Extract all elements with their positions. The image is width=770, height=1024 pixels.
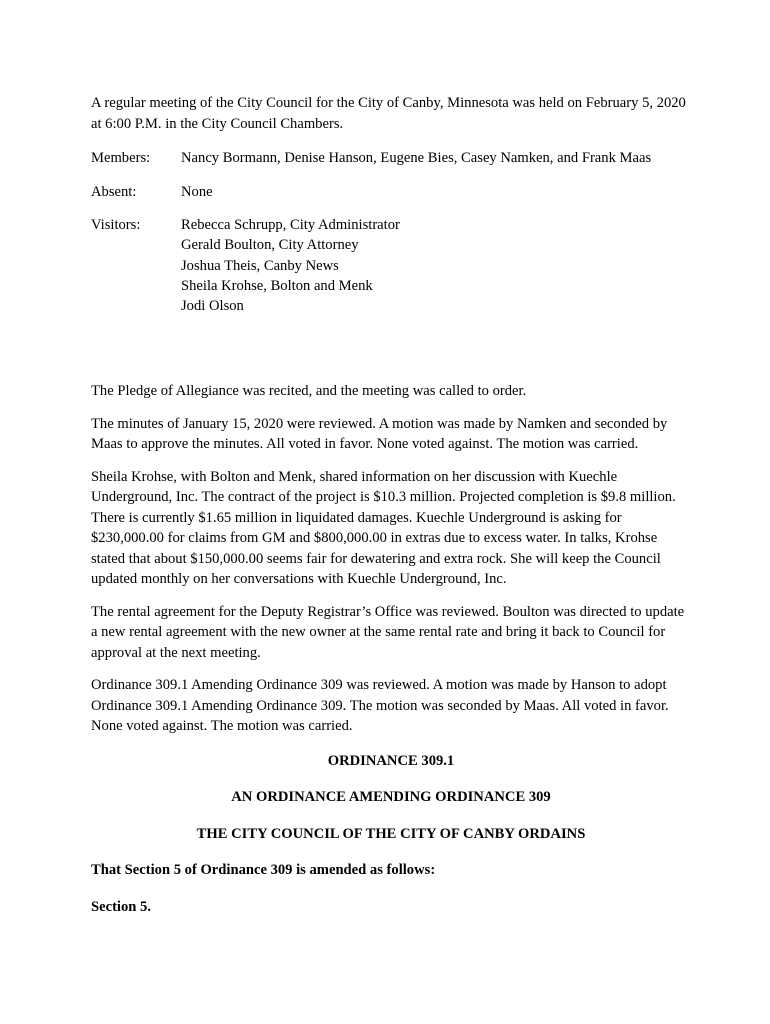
intro-paragraph: A regular meeting of the City Council for the City of Canby, Minnesota was held on February 5, 2020 at 6:00 P.M. in the City Council Chambers. xyxy=(91,95,686,132)
visitor-item: Rebecca Schrupp, City Administrator xyxy=(181,217,400,233)
ordinance-paragraph: Ordinance 309.1 Amending Ordinance 309 was reviewed. A motion was made by Hanson to adopt Ordinance 309.1 Amending Ordinance 309. The motion was seconded by Maas. All voted in favor. None voted against. The motion was carried. xyxy=(91,677,669,735)
minutes-content xyxy=(91,93,691,933)
visitors-row xyxy=(91,215,691,316)
pledge-paragraph: The Pledge of Allegiance was recited, and the meeting was called to order. xyxy=(91,383,527,400)
ordinance-ordains: THE CITY COUNCIL OF THE CITY OF CANBY ORDAINS xyxy=(196,825,586,842)
absent-value: None xyxy=(181,183,213,200)
visitor-item: Jodi Olson xyxy=(181,298,244,315)
visitor-item: Gerald Boulton, City Attorney xyxy=(181,237,359,254)
visitors-label: Visitors: xyxy=(91,217,141,233)
ordinance-subtitle: AN ORDINANCE AMENDING ORDINANCE 309 xyxy=(231,789,551,806)
visitors-list xyxy=(181,215,691,316)
visitor-item: Joshua Theis, Canby News xyxy=(181,257,339,274)
section-heading: Section 5. xyxy=(91,898,151,915)
members-value: Nancy Bormann, Denise Hanson, Eugene Bies, Casey Namken, and Frank Maas xyxy=(181,150,652,166)
rental-paragraph: The rental agreement for the Deputy Registrar’s Office was reviewed. Boulton was directed to update a new rental agreement with the new owner at the same rental rate and bring it back to Council for approval at the next meeting. xyxy=(91,603,685,661)
amend-line: That Section 5 of Ordinance 309 is amended as follows: xyxy=(91,862,436,879)
members-label: Members: xyxy=(91,150,151,166)
minutes-paragraph: The minutes of January 15, 2020 were reviewed. A motion was made by Namken and seconded by Maas to approve the minutes. All voted in favor. None voted against. The motion was carried. xyxy=(91,415,668,453)
ordinance-title: ORDINANCE 309.1 xyxy=(327,752,455,769)
members-row xyxy=(91,148,691,169)
absent-row xyxy=(91,182,691,203)
absent-label: Absent: xyxy=(91,183,137,200)
krohse-paragraph: Sheila Krohse, with Bolton and Menk, shared information on her discussion with Kuechle Underground, Inc. The contract of the project is $10.3 million. Projected completion is $9.8 million. There is currently $1.65 million in liquidated damages. Kuechle Underground is asking for $230,000.00 for claims from GM and $800,000.00 in extras due to excess water. In talks, Krohse stated that about $150,000.00 seems fair for dewatering and extra rock. She will keep the Council updated monthly on her conversations with Kuechle Underground, Inc. xyxy=(91,468,676,588)
visitor-item: Sheila Krohse, Bolton and Menk xyxy=(181,277,373,294)
